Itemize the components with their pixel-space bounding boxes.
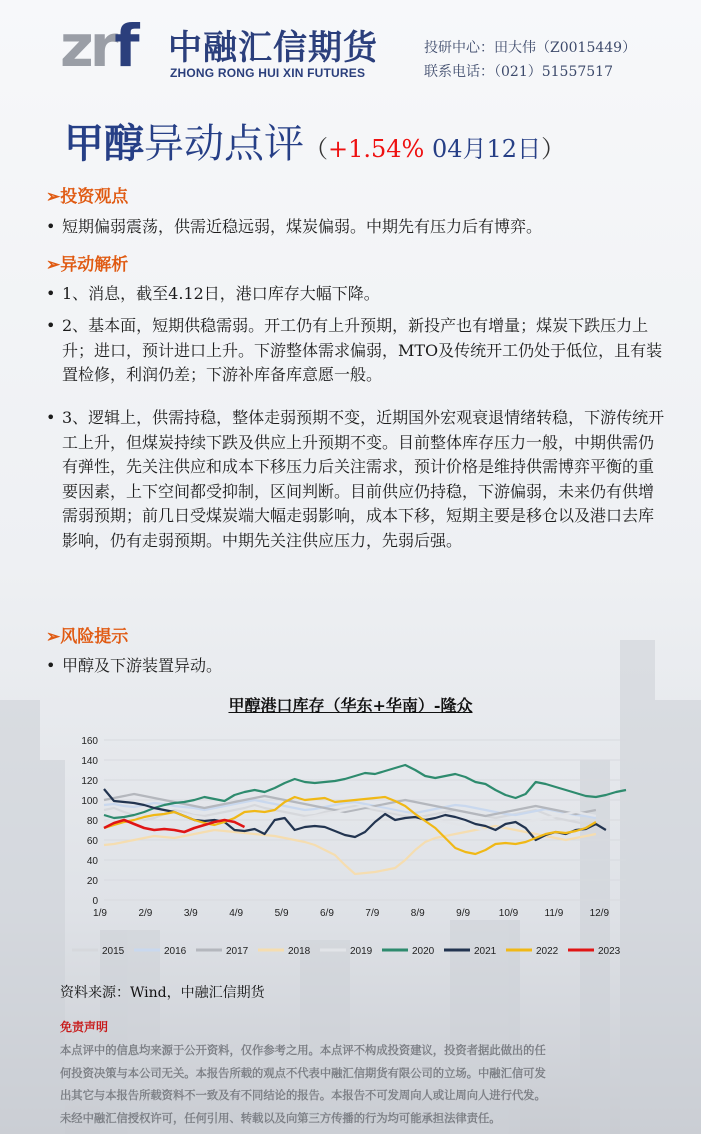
x-tick-label: 3/9 <box>183 908 198 919</box>
legend-label-2018: 2018 <box>288 946 311 957</box>
x-tick-label: 8/9 <box>410 908 425 919</box>
contact-info <box>424 36 636 84</box>
series-line-2018 <box>104 826 596 874</box>
risk-text: 甲醇及下游装置异动。 <box>62 656 223 675</box>
legend-label-2016: 2016 <box>164 946 187 957</box>
disclaimer-line: 未经中融汇信授权许可，任何引用、转载以及向第三方传播的行为均可能承担法律责任。 <box>60 1111 501 1125</box>
disclaimer-line: 本点评中的信息均来源于公开资料，仅作参考之用。本点评不构成投资建议，投资者据此做出的任 <box>60 1044 546 1057</box>
contact-analyst: 投研中心：田大伟（Z0015449） <box>424 40 637 56</box>
disclaimer-line: 出其它与本报告所载资料不一致及有不同结论的报告。本报告不可发周向人或让周向人进行代发。 <box>60 1089 546 1102</box>
bullet: • <box>46 217 56 236</box>
section-heading-view: ➢投资观点 <box>46 187 129 207</box>
x-tick-label: 12/9 <box>589 908 610 919</box>
analysis-3-text: 3、逻辑上，供需持稳，整体走弱预期不变，近期国外宏观衰退情绪转稳，下游传统开工上升，但煤炭持续下跌及供应上升预期不变。目前整体库存压力一般，中期供需仍有弹性，先关注供应和成本下移压力后关注需求，预计价格是维持供需博弈平衡的重要因素，上下空间都受抑制，区间判断。目前供应仍持稳，下游偏弱，未来仍有供增需弱预期；前几日受煤炭端大幅走弱影响，成本下移，短期主要是移仓以及港口去库影响，仍有走弱预期。中期先关注供应压力，先弱后强。 <box>62 408 665 550</box>
chart-title-text: 甲醇港口库存（华东+华南）-隆众 <box>228 696 473 715</box>
bullet: • <box>46 284 56 303</box>
title-product: 甲醇 <box>64 120 144 167</box>
x-tick-label: 9/9 <box>456 908 471 919</box>
disclaimer-heading: 免责声明 <box>60 1020 109 1034</box>
y-tick-label: 0 <box>92 896 98 907</box>
paragraph-analysis-2 <box>46 314 666 388</box>
title-change: +1.54% <box>328 135 425 163</box>
y-tick-label: 20 <box>86 876 98 887</box>
paragraph-risk <box>46 654 666 679</box>
y-tick-label: 100 <box>81 796 98 807</box>
x-tick-label: 11/9 <box>544 908 564 919</box>
y-tick-label: 40 <box>86 856 98 867</box>
title-type: 异动点评 <box>144 121 304 167</box>
analysis-2-text: 2、基本面，短期供稳需弱。开工仍有上升预期，新投产也有增量；煤炭下跌压力上升；进口，预计进口上升。下游整体需求偏弱，MTO及传统开工仍处于低位，且有装置检修，利润仍差；下游补库备库意愿一般。 <box>62 316 663 384</box>
logo-text-en: ZHONG RONG HUI XIN FUTURES <box>170 66 366 80</box>
legend-label-2017: 2017 <box>226 946 249 957</box>
legend-label-2021: 2021 <box>474 946 497 957</box>
y-tick-label: 80 <box>86 816 98 827</box>
logo-mark: zrf <box>60 12 136 80</box>
disclaimer-line: 何投资决策与本公司无关。本报告所载的观点不代表中融汇信期货有限公司的立场。中融汇信可发 <box>60 1066 546 1080</box>
paragraph-view <box>46 215 666 240</box>
chart-title <box>0 693 701 716</box>
title-paren-open: （ <box>304 135 328 163</box>
x-tick-label: 1/9 <box>93 908 107 919</box>
bullet: • <box>46 656 56 675</box>
analysis-1-text: 1、消息，截至4.12日，港口库存大幅下降。 <box>62 284 380 303</box>
y-tick-label: 60 <box>86 836 98 847</box>
view-text: 短期偏弱震荡，供需近稳远弱，煤炭偏弱。中期先有压力后有博弈。 <box>62 217 543 236</box>
x-tick-label: 10/9 <box>498 908 519 919</box>
x-tick-label: 5/9 <box>274 908 289 919</box>
title-paren-close: ） <box>541 135 566 163</box>
data-source: 资料来源：Wind，中融汇信期货 <box>60 985 265 1001</box>
company-logo <box>60 12 380 82</box>
section-heading-analysis: ➢异动解析 <box>46 255 129 275</box>
legend-label-2015: 2015 <box>102 946 125 957</box>
x-tick-label: 2/9 <box>138 908 153 919</box>
contact-phone: 联系电话：（021）51557517 <box>424 64 613 80</box>
y-tick-label: 120 <box>81 776 98 787</box>
inventory-line-chart <box>60 728 660 968</box>
bullet: • <box>46 316 56 335</box>
legend-label-2019: 2019 <box>350 946 373 957</box>
paragraph-analysis-1 <box>46 282 666 307</box>
x-tick-label: 6/9 <box>320 908 334 919</box>
logo-text-cn: 中融汇信期货 <box>168 28 378 68</box>
disclaimer-text <box>60 1040 660 1130</box>
paragraph-analysis-3 <box>46 406 666 553</box>
title-date: 04月12日 <box>424 135 542 163</box>
legend-label-2020: 2020 <box>412 946 435 957</box>
y-tick-label: 140 <box>81 756 98 767</box>
bullet: • <box>46 408 56 427</box>
section-heading-risk: ➢风险提示 <box>46 627 129 647</box>
y-tick-label: 160 <box>81 736 98 747</box>
x-tick-label: 7/9 <box>365 908 380 919</box>
legend-label-2023: 2023 <box>598 946 621 957</box>
legend-label-2022: 2022 <box>536 946 559 957</box>
x-tick-label: 4/9 <box>229 908 244 919</box>
page-title <box>64 112 565 169</box>
